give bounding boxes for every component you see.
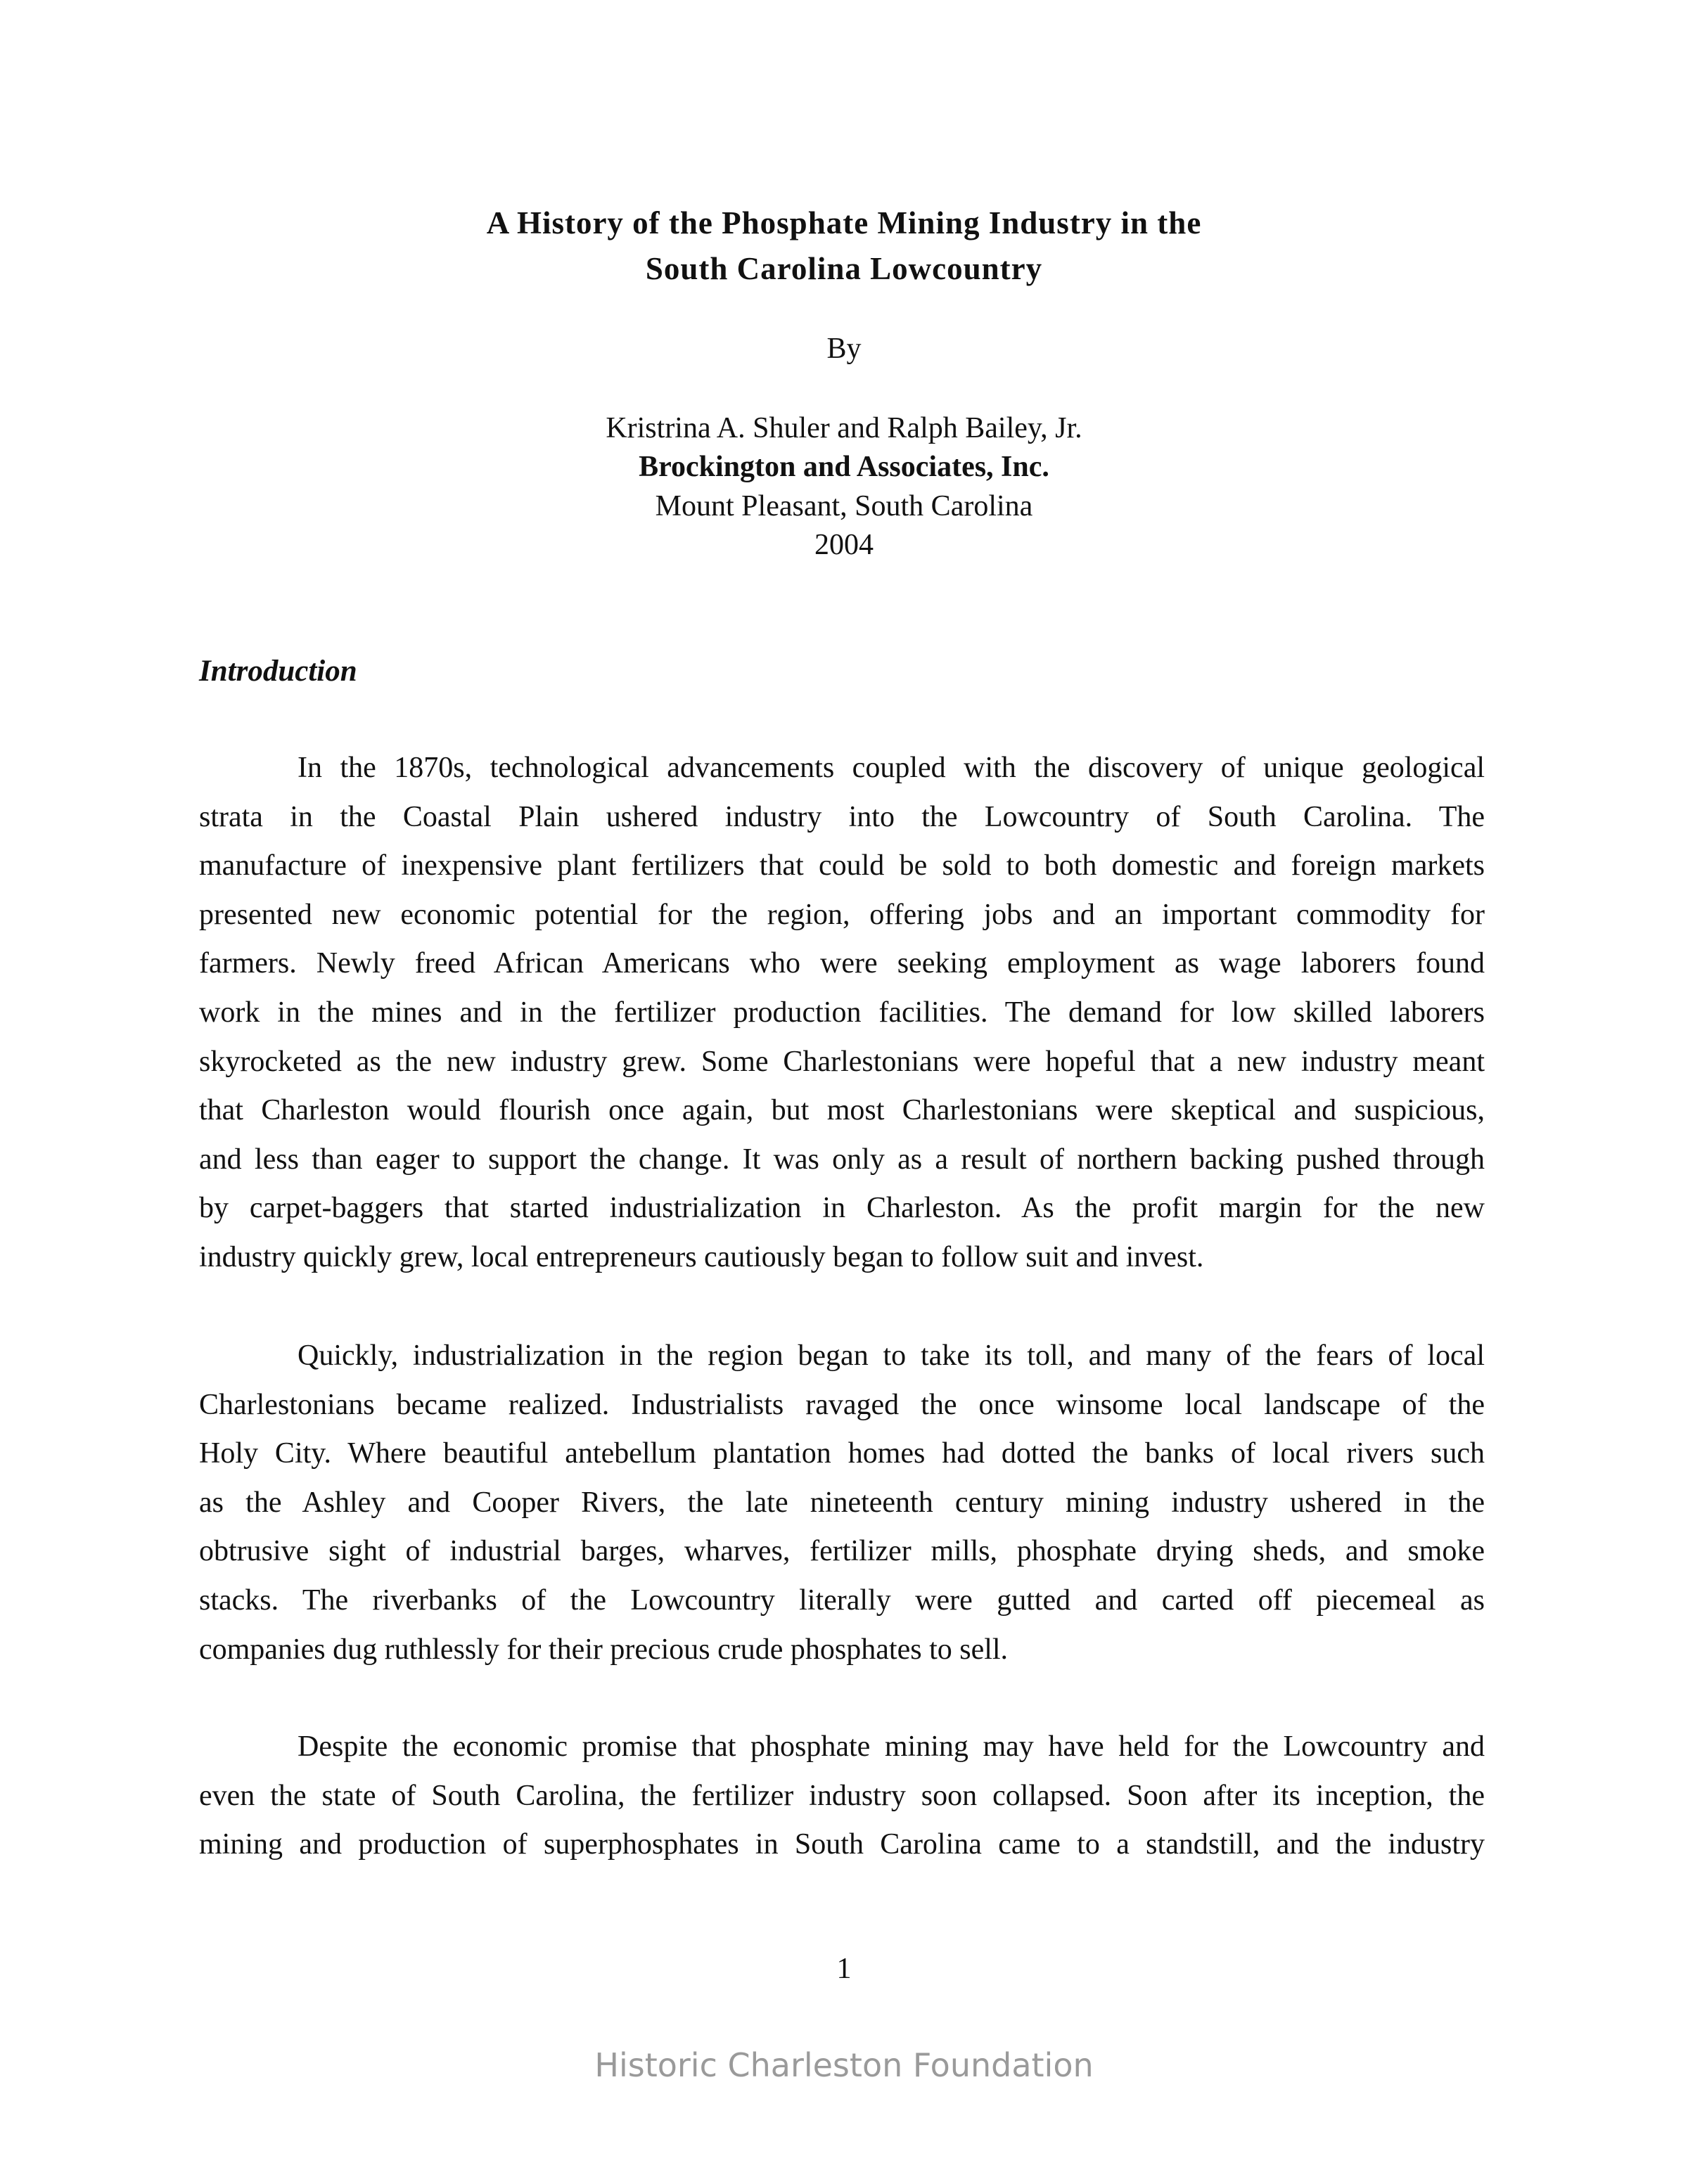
text-line: Holy City. Where beautiful antebellum plantation homes had dotted the banks of local rivers such (199, 1437, 1485, 1470)
text-line: by carpet-baggers that started industrialization in Charleston. As the profit margin for the new (199, 1192, 1485, 1225)
title-line-1: A History of the Phosphate Mining Industry in the (486, 205, 1202, 240)
text-line: presented new economic potential for the region, offering jobs and an important commodity for (199, 898, 1485, 931)
location: Mount Pleasant, South Carolina (655, 490, 1033, 522)
section-heading: Introduction (199, 655, 357, 688)
watermark: Historic Charleston Foundation (594, 2046, 1094, 2084)
text-line: that Charleston would flourish once again, but most Charlestonians were skeptical and suspicious, (199, 1094, 1485, 1127)
text-line: stacks. The riverbanks of the Lowcountry literally were gutted and carted off piecemeal as (199, 1584, 1485, 1617)
text-line: farmers. Newly freed African Americans who were seeking employment as wage laborers found (199, 947, 1485, 980)
text-line: Charlestonians became realized. Industrialists ravaged the once winsome local landscape of the (199, 1388, 1485, 1421)
text-line: as the Ashley and Cooper Rivers, the late nineteenth century mining industry ushered in the (199, 1486, 1485, 1519)
paragraph-1 (199, 744, 1485, 1283)
text-line: and less than eager to support the change. It was only as a result of northern backing pushed through (199, 1143, 1485, 1176)
paragraph-2 (199, 1332, 1485, 1674)
text-line: companies dug ruthlessly for their precious crude phosphates to sell. (199, 1633, 1009, 1666)
byline: By (826, 333, 862, 365)
text-line: Quickly, industrialization in the region began to take its toll, and many of the fears of local (298, 1340, 1485, 1372)
text-line: obtrusive sight of industrial barges, wharves, fertilizer mills, phosphate drying sheds, and smoke (199, 1535, 1485, 1568)
text-line: skyrocketed as the new industry grew. Some Charlestonians were hopeful that a new industry meant (199, 1045, 1485, 1078)
page-number: 1 (836, 1953, 852, 1985)
organization: Brockington and Associates, Inc. (639, 451, 1049, 483)
text-line: strata in the Coastal Plain ushered industry into the Lowcountry of South Carolina. The (199, 800, 1485, 833)
year: 2004 (814, 529, 874, 561)
text-line: even the state of South Carolina, the fertilizer industry soon collapsed. Soon after its inception, the (199, 1779, 1485, 1812)
title-line-2: South Carolina Lowcountry (645, 251, 1043, 286)
text-line: mining and production of superphosphates in South Carolina came to a standstill, and the industry (199, 1828, 1485, 1861)
text-line: In the 1870s, technological advancements coupled with the discovery of unique geological (298, 752, 1485, 784)
paragraph-3 (199, 1723, 1485, 1870)
text-line: industry quickly grew, local entrepreneurs cautiously began to follow suit and invest. (199, 1240, 1204, 1273)
text-line: manufacture of inexpensive plant fertilizers that could be sold to both domestic and foreign markets (199, 849, 1485, 882)
text-line: Despite the economic promise that phosphate mining may have held for the Lowcountry and (298, 1730, 1485, 1763)
text-line: work in the mines and in the fertilizer production facilities. The demand for low skilled laborers (199, 996, 1485, 1029)
authors: Kristrina A. Shuler and Ralph Bailey, Jr. (606, 412, 1082, 444)
